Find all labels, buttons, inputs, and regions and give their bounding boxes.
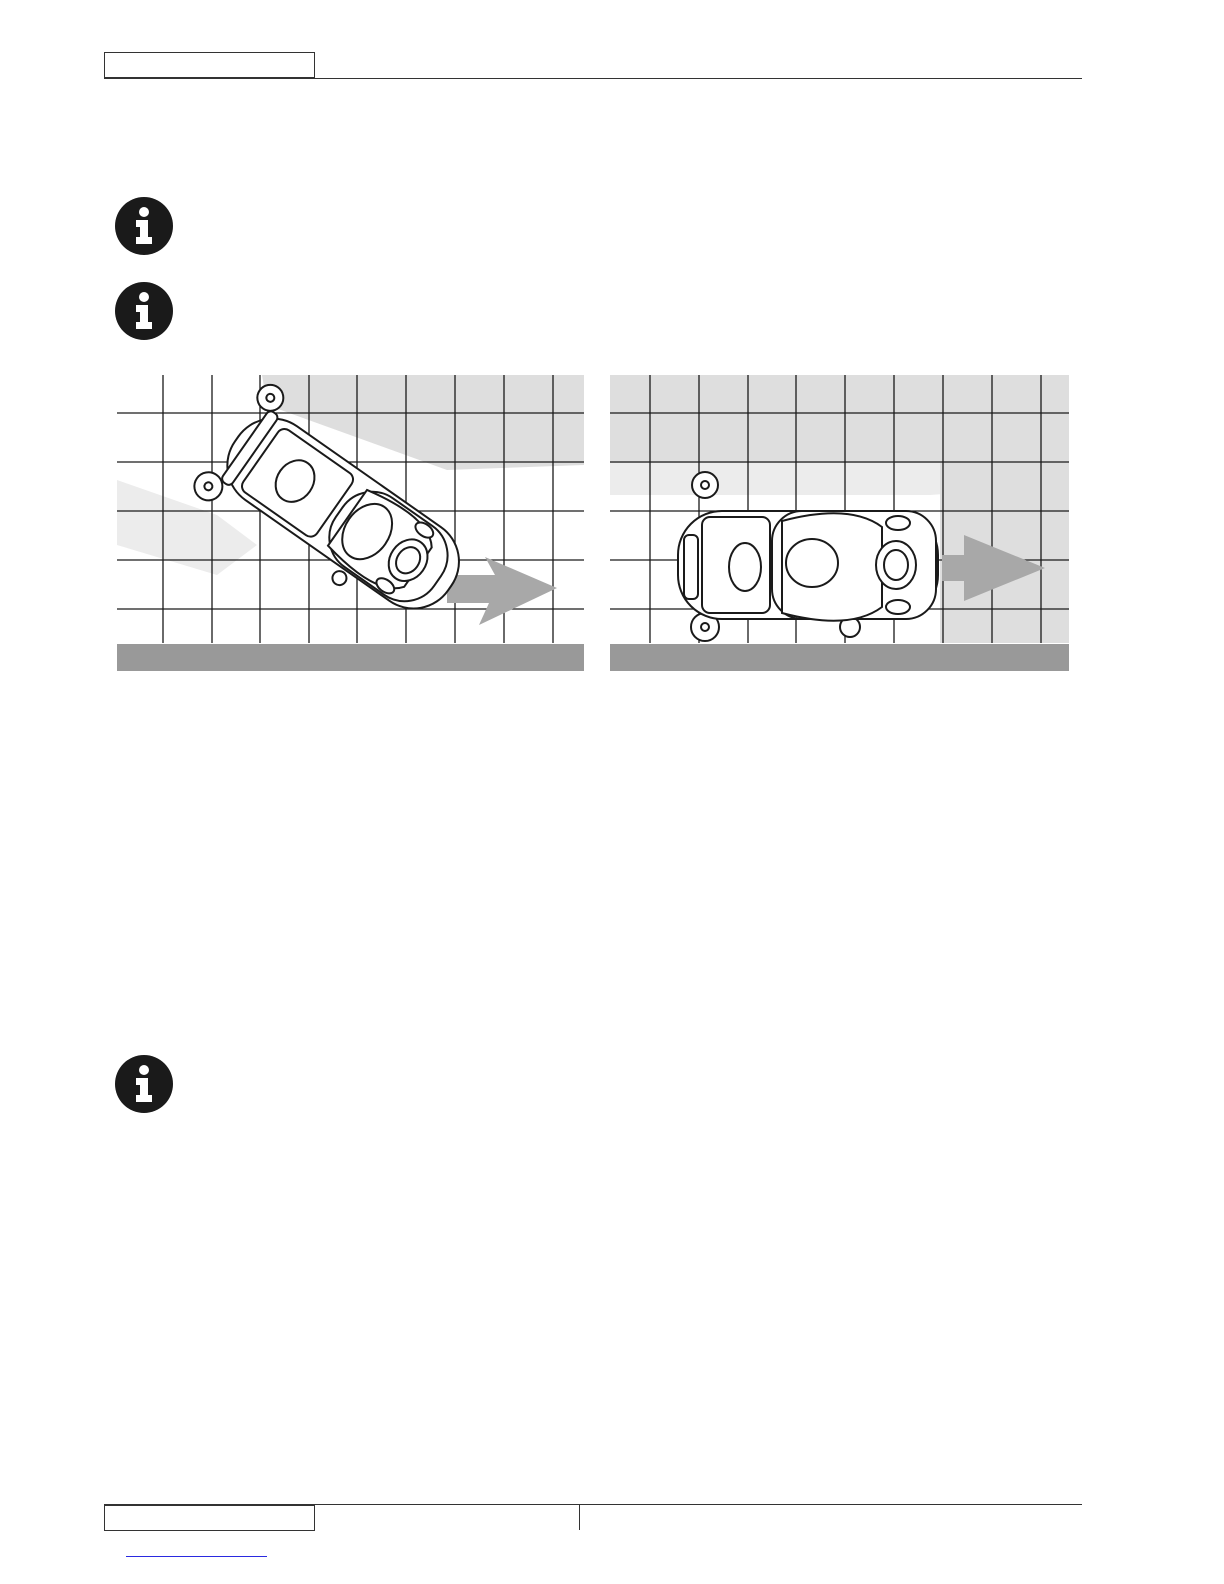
header-box (104, 52, 315, 78)
figure-parallel-approach (610, 375, 1069, 671)
header-rule (104, 78, 1082, 79)
footer-divider (579, 1504, 580, 1530)
info-icon (115, 282, 173, 340)
info-icon (115, 197, 173, 255)
footer-link[interactable] (126, 1556, 267, 1557)
figure-diagonal-approach (117, 375, 584, 671)
info-icon (115, 1055, 173, 1113)
footer-box (104, 1505, 315, 1531)
